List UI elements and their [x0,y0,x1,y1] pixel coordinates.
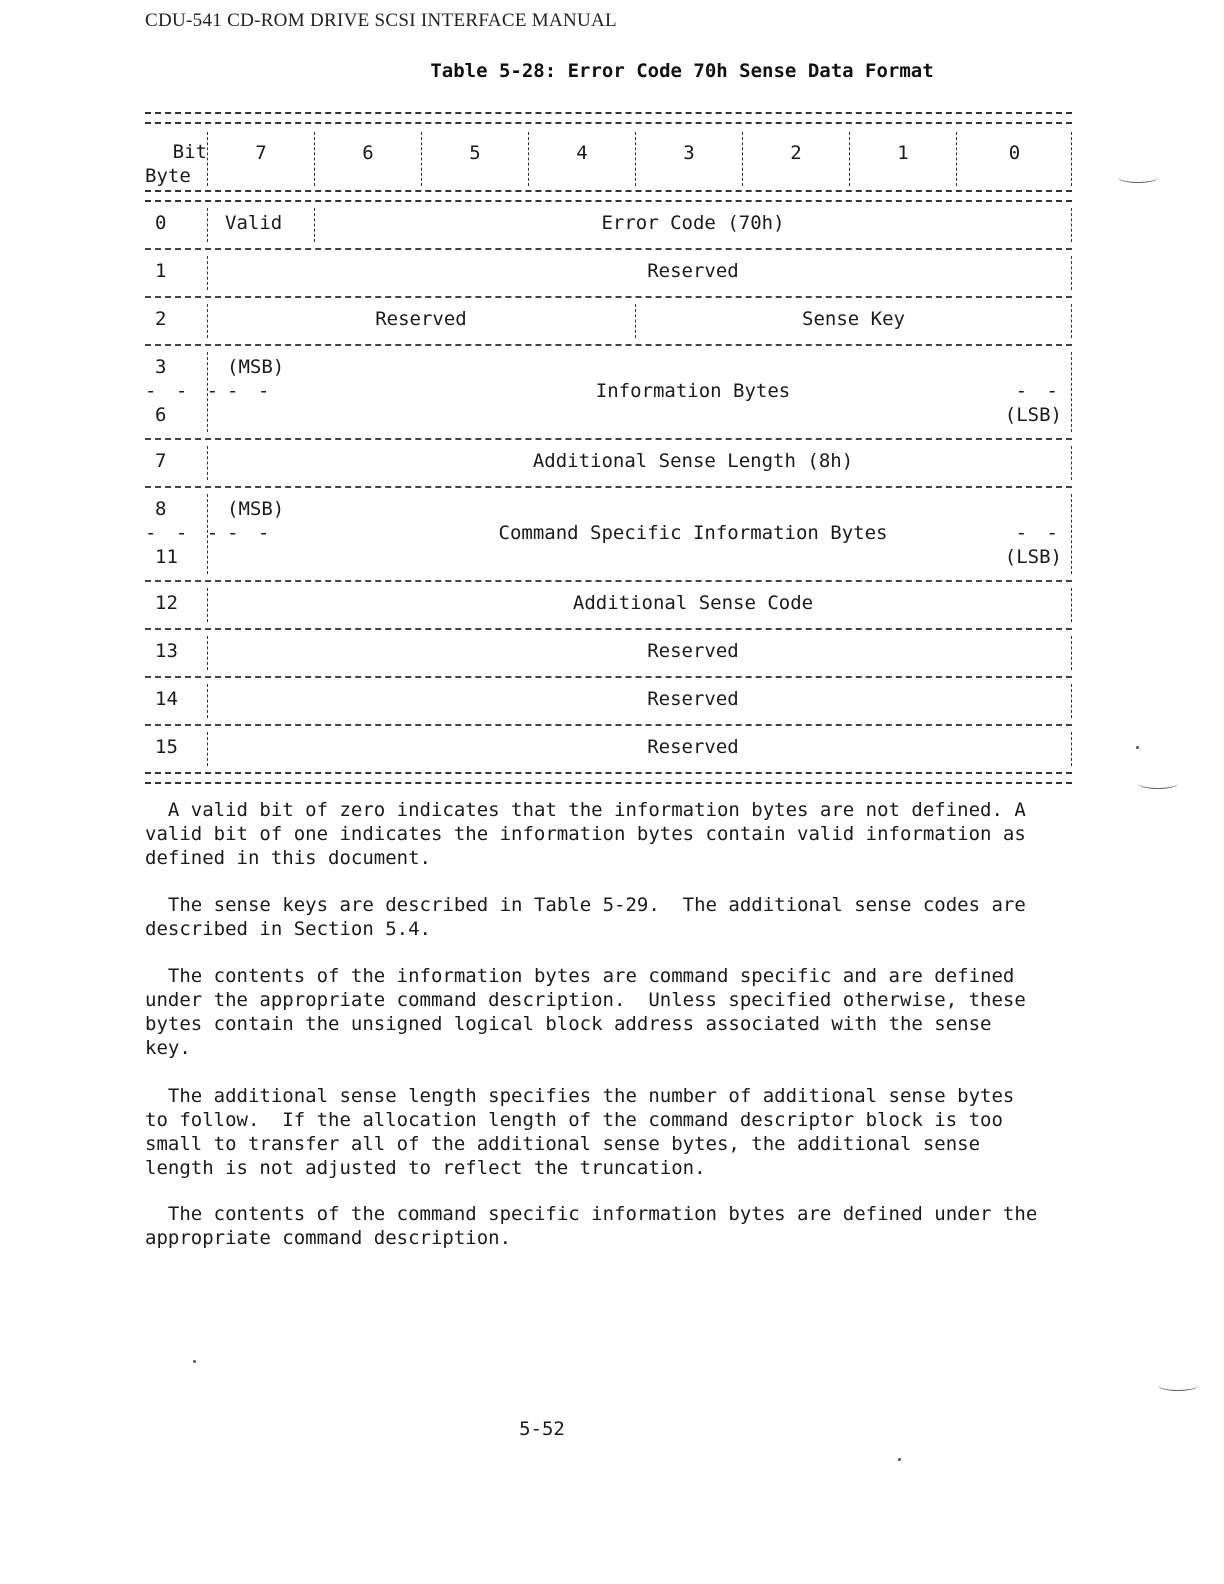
command-specific-info-field: Command Specific Information Bytes [498,522,888,544]
byte-number-end: 11 [155,546,178,568]
paragraph-sense-keys: The sense keys are described in Table 5-29. The additional sense codes are described in Section 5.4. [145,894,1026,940]
bit-1-header: 1 [849,132,956,186]
byte-number: 15 [155,736,178,758]
table-row-byte-2 [145,298,1072,344]
column-separator [207,588,208,622]
table-row-byte-1 [145,250,1072,296]
lsb-dashes: - - [1015,380,1062,402]
msb-marker: (MSB) [227,356,285,378]
lsb-dashes: - - [1015,522,1062,544]
column-separator [207,732,208,766]
running-header: CDU-541 CD-ROM DRIVE SCSI INTERFACE MANUAL [145,10,617,31]
column-separator [207,636,208,670]
byte-number: 7 [155,450,167,472]
byte-number: 1 [155,260,167,282]
column-separator [207,446,208,480]
paragraph-information-bytes: The contents of the information bytes are command specific and are defined under the appropriate command description. Unless specified otherwise, these bytes contain the unsigned logical block address associated with the sense key. [145,965,1026,1059]
msb-dashes: - - [227,522,274,544]
scan-mark [1118,172,1158,183]
scan-speck [1136,746,1139,749]
table-title: Table 5-28: Error Code 70h Sense Data Format [430,60,934,82]
column-separator [207,684,208,718]
byte-number-start: 8 [155,498,167,520]
row-right-edge [1071,732,1072,766]
lsb-marker: (LSB) [1004,404,1062,426]
table-top-border [145,112,1072,124]
row-right-edge [1071,304,1072,338]
row-right-edge [1071,208,1072,242]
paragraph-command-specific: The contents of the command specific information bytes are defined under the appropriate command description. [145,1203,1038,1249]
reserved-field: Reserved [647,260,739,282]
page-number: 5-52 [519,1418,565,1440]
byte-number-start: 3 [155,356,167,378]
bit-7-header: 7 [207,132,314,186]
sense-key-field: Sense Key [802,308,905,330]
valid-bit-field: Valid [225,212,283,234]
column-separator [207,352,208,432]
scan-mark [1158,1380,1198,1391]
byte-number: 0 [155,212,167,234]
scan-speck [898,1458,901,1461]
column-separator [207,494,208,574]
msb-dashes: - - [227,380,274,402]
bit-5-header: 5 [421,132,528,186]
msb-marker: (MSB) [227,498,285,520]
column-separator [207,256,208,290]
row-right-edge [1071,446,1072,480]
reserved-field: Reserved [647,688,739,710]
additional-sense-length-field: Additional Sense Length (8h) [532,450,854,472]
row-right-edge [1071,636,1072,670]
bit-0-header: 0 [956,132,1072,186]
table-row-byte-15 [145,726,1072,772]
bit-byte-label [145,140,207,188]
bit-2-header: 2 [742,132,849,186]
bit-header-row [145,124,1072,190]
additional-sense-code-field: Additional Sense Code [572,592,814,614]
table-row-byte-7 [145,440,1072,486]
lsb-marker: (LSB) [1004,546,1062,568]
byte-number-end: 6 [155,404,167,426]
error-code-field: Error Code (70h) [601,212,785,234]
bit-label: Bit [172,141,207,163]
row-right-edge [1071,352,1072,432]
bit-6-header: 6 [314,132,421,186]
byte-number: 14 [155,688,178,710]
row-right-edge [1071,684,1072,718]
byte-label: Byte [145,165,191,187]
table-bottom-border [145,772,1072,784]
byte-number: 13 [155,640,178,662]
table-row-byte-0 [145,202,1072,248]
sense-data-table [145,112,1072,784]
row-right-edge [1071,494,1072,574]
row-right-edge [1071,588,1072,622]
header-divider [145,190,1072,202]
information-bytes-field: Information Bytes [595,380,791,402]
paragraph-additional-sense-length: The additional sense length specifies the number of additional sense bytes to follow. If the allocation length of the command descriptor block is too small to transfer all of the additional sense bytes, the additional sense length is not adjusted to reflect the truncation. [145,1085,1015,1179]
column-separator [207,208,208,242]
reserved-field: Reserved [375,308,467,330]
reserved-field: Reserved [647,736,739,758]
byte-range-dashes: - - - [145,380,223,402]
table-row-byte-13 [145,630,1072,676]
header-right-edge [1071,132,1072,186]
scan-mark [1138,778,1178,789]
byte-range-dashes: - - - [145,522,223,544]
byte-number: 12 [155,592,178,614]
table-row-byte-14 [145,678,1072,724]
table-row-bytes-8-11 [145,488,1072,580]
scan-speck [193,1360,196,1363]
paragraph-valid-bit: A valid bit of zero indicates that the information bytes are not defined. A valid bit of one indicates the information bytes contain valid information as defined in this document. [145,799,1026,869]
row-right-edge [1071,256,1072,290]
reserved-field: Reserved [647,640,739,662]
table-row-bytes-3-6 [145,346,1072,438]
bit-4-header: 4 [528,132,635,186]
table-row-byte-12 [145,582,1072,628]
bit-3-header: 3 [635,132,742,186]
byte-number: 2 [155,308,167,330]
